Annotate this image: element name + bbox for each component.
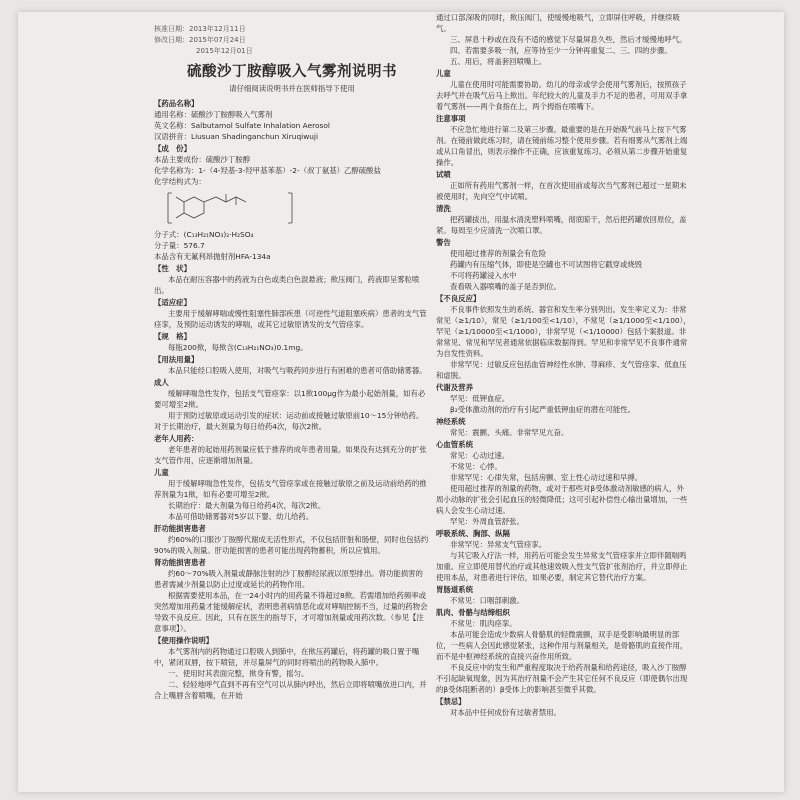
right-paragraph: 正如所有药用气雾剂一样，在首次使用前或每次当气雾剂已超过一星期未被使用时，先向空气中试喷。 [436,181,687,201]
structure-drawing [164,189,304,227]
left-paragraph: 通用名称：硫酸沙丁胺醇吸入气雾剂 [154,110,273,119]
left-paragraph: 每瓶200揿，每揿含(C₁₃H₂₁NO₃)0.1mg。 [168,343,308,352]
right-paragraph: 呼吸系统、胸部、纵隔 [436,529,510,538]
chemical-structure-figure [164,189,430,227]
left-column [154,12,430,701]
revision-date-2: 2015年12月01日 [196,47,253,55]
right-paragraph: 【禁忌】 [436,697,466,706]
left-paragraph: 汉语拼音：Liusuan Shadinganchun Xiruqiwuji [154,132,319,141]
left-paragraph: 分子式：(C₁₃H₂₁NO₃)₂·H₂SO₄ [154,230,254,239]
left-paragraph: 【用法用量】 [154,355,199,364]
right-paragraph: 儿童 [436,69,451,78]
left-paragraph: 【性 状】 [154,264,191,273]
left-paragraph: 本品可借助储雾器对5岁以下婴、幼儿给药。 [168,512,314,521]
document-title: 硫酸沙丁胺醇吸入气雾剂说明书 [187,63,397,80]
document-subtitle: 请仔细阅读说明书并在医师指导下使用 [229,84,355,93]
left-paragraph: 老年患者的起始用药剂量应低于推荐的成年患者用量。如果没有达到充分的扩张支气管作用，应逐渐增加剂量。 [154,445,427,465]
right-paragraph: 不应急忙地进行第二及第三步骤。最重要的是在开始吸气前马上按下气雾剂。在镜前做此练习时，请在镜前练习整个使用步骤。若有细雾从气雾剂上端或从口角冒出，则表示操作不正确，应该重复练习。必须从第二步骤开始重复操作。 [436,125,688,167]
left-paragraph: 缓解哮喘急性发作，包括支气管痉挛：以1揿100μg作为最小起始剂量，如有必要可增至2揿。 [154,389,426,409]
right-paragraph: 常见：震颤、头痛。非常罕见亢奋。 [450,428,569,437]
right-paragraph: 药罐内有压缩气体，即使是空罐也不可试图将它戳穿或烧毁 [450,260,643,269]
revision-date-1: 修改日期：2015年07月24日 [154,36,246,44]
left-paragraph: 本气雾剂内的药物通过口腔吸入到肺中，在揿压药罐后，将药罐的吸口置于嘴中，紧闭双唇，按下喷钮，并尽量屏气的同时将喷出的药物吸入肺中。 [154,647,420,667]
right-paragraph: 不常见：心悸。 [450,462,502,471]
right-paragraph: 不良事件依照发生的系统、器官和发生率分别列出。发生率定义为：非常常见（≥1/10），常见（≥1/100至<1/10），不常见（≥1/1000至<1/100），罕见（≥1/10000至<1/1000），非常罕见（<1/10000）包括个案报道。非常常见、常见和罕见者通常依据临床数据得到。罕见和非常罕见不良事件通常为自发性资料。 [436,305,691,358]
left-paragraph: 用于缓解哮喘急性发作，包括支气管痉挛或在接触过敏原之前及运动前给药的推荐剂量为1揿，如有必要可增至2揿。 [154,479,427,499]
right-paragraph: 非常罕见：心律失常，包括房颤、室上性心动过速和早搏。 [450,473,643,482]
left-body [154,98,430,701]
right-paragraph: 儿童在使用时可能需要协助。幼儿的母亲或学会使用气雾剂后，按照孩子去呼气并在吸气后马上揿出。年纪较大的儿童及手力不足的患者，可用双手拿着气雾剂——两个食指在上，两个拇指在喷嘴下。 [436,80,688,111]
left-paragraph: 长期治疗：最大剂量为每日给药4次，每次2揿。 [168,501,326,510]
left-paragraph: 根据需要使用本品，在一24小时内的用药量不得超过8揿。若需增加给药频率或突然增加用药量才能缓解症状，表明患者病情恶化或对哮喘控制不当，过量的药物会导致不良反应。因此，只有在医生的指导下，才可增加剂量或用药次数。（参见【注意事项】）。 [154,591,428,633]
right-paragraph: 代谢及营养 [436,383,473,392]
right-paragraph: 非常罕见：异常支气管痉挛。 [450,540,547,549]
right-paragraph: 查看吸入器喷嘴的盖子是否到位。 [450,282,561,291]
right-paragraph: 使用超过推荐的剂量会有危险 [450,249,547,258]
right-paragraph: 试喷 [436,170,451,179]
right-paragraph: 神经系统 [436,417,466,426]
right-paragraph: 罕见：低钾血症。 [450,394,510,403]
right-paragraph: 不良反应中的发生和严重程度取决于给药剂量和给药途径，吸入沙丁胺醇不引起缺氧现象，因为其治疗剂量不会产生其它任何不良反应（即使偶尔出现的β受体阻断者的）β受体上的影响甚至微乎其微。 [436,663,688,694]
left-paragraph: 约60%的口服沙丁胺醇代谢成无活性形式，不仅包括肝脏和肠壁，同时也包括约90%的吸入剂量。肝功能损害的患者可能出现药物蓄积，所以应慎用。 [154,535,429,555]
right-paragraph: 使用超过推荐的剂量的药物，或对于那些对β受体激动剂敏感的病人，外周小动脉的扩张会引起血压的轻微降低；这可引起补偿性心输出量增加，一些病人会发生心动过速。 [436,484,688,515]
approval-date: 核准日期：2013年12月11日 [154,25,246,33]
left-paragraph: 化学结构式为： [154,177,206,186]
right-column [436,12,691,718]
left-paragraph: 约60～70%吸入剂量或静脉注射的沙丁胺醇经尿液以原型排出。肾功能损害的患者需减少剂量以防止过度或延长的药物作用。 [154,569,423,589]
left-paragraph: 【适应症】 [154,298,191,307]
left-paragraph: 【使用操作说明】 [154,636,214,645]
left-paragraph: 儿童 [154,468,169,477]
right-paragraph: 非常罕见：过敏反应包括血管神经性水肿、荨麻疹、支气管痉挛、低血压和虚脱。 [436,360,687,380]
leaflet-sheet [18,12,784,792]
right-body [436,12,691,718]
left-paragraph: 本品含有无氟利昂抛射剂HFA-134a [154,252,271,261]
date-block [154,24,430,57]
left-paragraph: 肝功能损害患者 [154,524,206,533]
left-paragraph: 用于预防过敏原或运动引发的症状：运动前或接触过敏原前10～15分钟给药。对于长期治疗，最大剂量为每日给药4次，每次2揿。 [154,411,424,431]
right-paragraph: 不常见：口咽部刺激。 [450,596,524,605]
left-paragraph: 英文名称：Salbutamol Sulfate Inhalation Aerosol [154,121,330,130]
right-paragraph: 五、用后，将盖套回喷嘴上。 [450,57,547,66]
left-paragraph: 本品在耐压容器中的药液为白色或类白色混悬液；揿压阀门，药液即呈雾粒喷出。 [154,275,420,295]
right-paragraph: 不可将药罐浸入水中 [450,271,517,280]
right-paragraph: 把药罐拔出，用温水清洗塑料喷嘴，彻底晾干，然后把药罐放回原位，盖紧。每周至少应清洗一次喷口罩。 [436,215,687,235]
right-paragraph: β₂受体激动剂的治疗有引起严重低钾血症的潜在可能性。 [450,405,636,414]
right-paragraph: 胃肠道系统 [436,585,473,594]
right-paragraph: 本品可能会造成少数病人骨骼肌的轻微震颤，双手是受影响最明显的部位，一些病人会因此感觉紧张，这种作用与剂量相关，是骨骼肌的直接作用，而不是中枢神经系统的直接兴奋作用所致。 [436,630,688,661]
left-paragraph: 【药品名称】 [154,99,199,108]
right-paragraph: 与其它吸入疗法一样，用药后可能会发生异常支气管痉挛并立即伴随喘鸣加重。应立即使用替代治疗或其他速效吸入性支气管扩张剂治疗，并立即停止使用本品，对患者进行评估，如果必要，制定其它替代治疗方案。 [436,551,688,582]
right-paragraph: 清洗 [436,204,451,213]
right-paragraph: 【不良反应】 [436,294,481,303]
right-paragraph: 三、屏息十秒或在没有不适的感觉下尽量屏息久些，然后才缓慢地呼气。 [450,35,687,44]
right-paragraph: 注意事项 [436,114,466,123]
left-paragraph: 本品主要成份：硫酸沙丁胺醇 [154,155,251,164]
left-paragraph: 肾功能损害患者 [154,558,206,567]
left-paragraph: 一、使用时其表面完整，揿身有警，摇匀。 [168,669,309,678]
right-paragraph: 肌肉、骨骼与结缔组织 [436,608,510,617]
right-paragraph: 常见：心动过速。 [450,451,510,460]
left-paragraph: 【规 格】 [154,332,191,341]
right-paragraph: 心血管系统 [436,440,473,449]
left-paragraph: 【成 份】 [154,144,191,153]
right-paragraph: 通过口部深吸的同时，揿压阀门，使缓慢地吸气，立即屏住呼吸，并继续吸气。 [436,13,680,33]
right-paragraph: 对本品中任何成份有过敏者禁用。 [450,708,561,717]
left-paragraph: 化学名称为：1-（4-羟基-3-羟甲基苯基）-2-（叔丁氨基）乙醇硫酸盐 [154,166,381,175]
right-paragraph: 不常见：肌肉痉挛。 [450,619,517,628]
left-paragraph: 老年人用药： [154,434,199,443]
left-paragraph: 二、轻轻地呼气直到不再有空气可以从肺内呼出，然后立即将喷嘴放进口内，并合上嘴唇含着喷嘴，在开始 [154,680,427,700]
left-paragraph: 成人 [154,378,169,387]
right-paragraph: 四、若需要多吸一剂，应等待至少一分钟再重复二、三、四的步骤。 [450,46,672,55]
right-paragraph: 罕见：外周血管舒张。 [450,517,524,526]
left-paragraph: 本品只能经口腔吸入使用，对吸气与吸药同步进行有困难的患者可借助储雾器。 [168,366,427,375]
left-paragraph: 分子量：576.7 [154,241,205,250]
right-paragraph: 警告 [436,238,451,247]
left-paragraph: 主要用于缓解哮喘或慢性阻塞性肺部疾患（可逆性气道阻塞疾病）患者的支气管痉挛，及预防运动诱发的哮喘，或其它过敏原诱发的支气管痉挛。 [154,309,427,329]
